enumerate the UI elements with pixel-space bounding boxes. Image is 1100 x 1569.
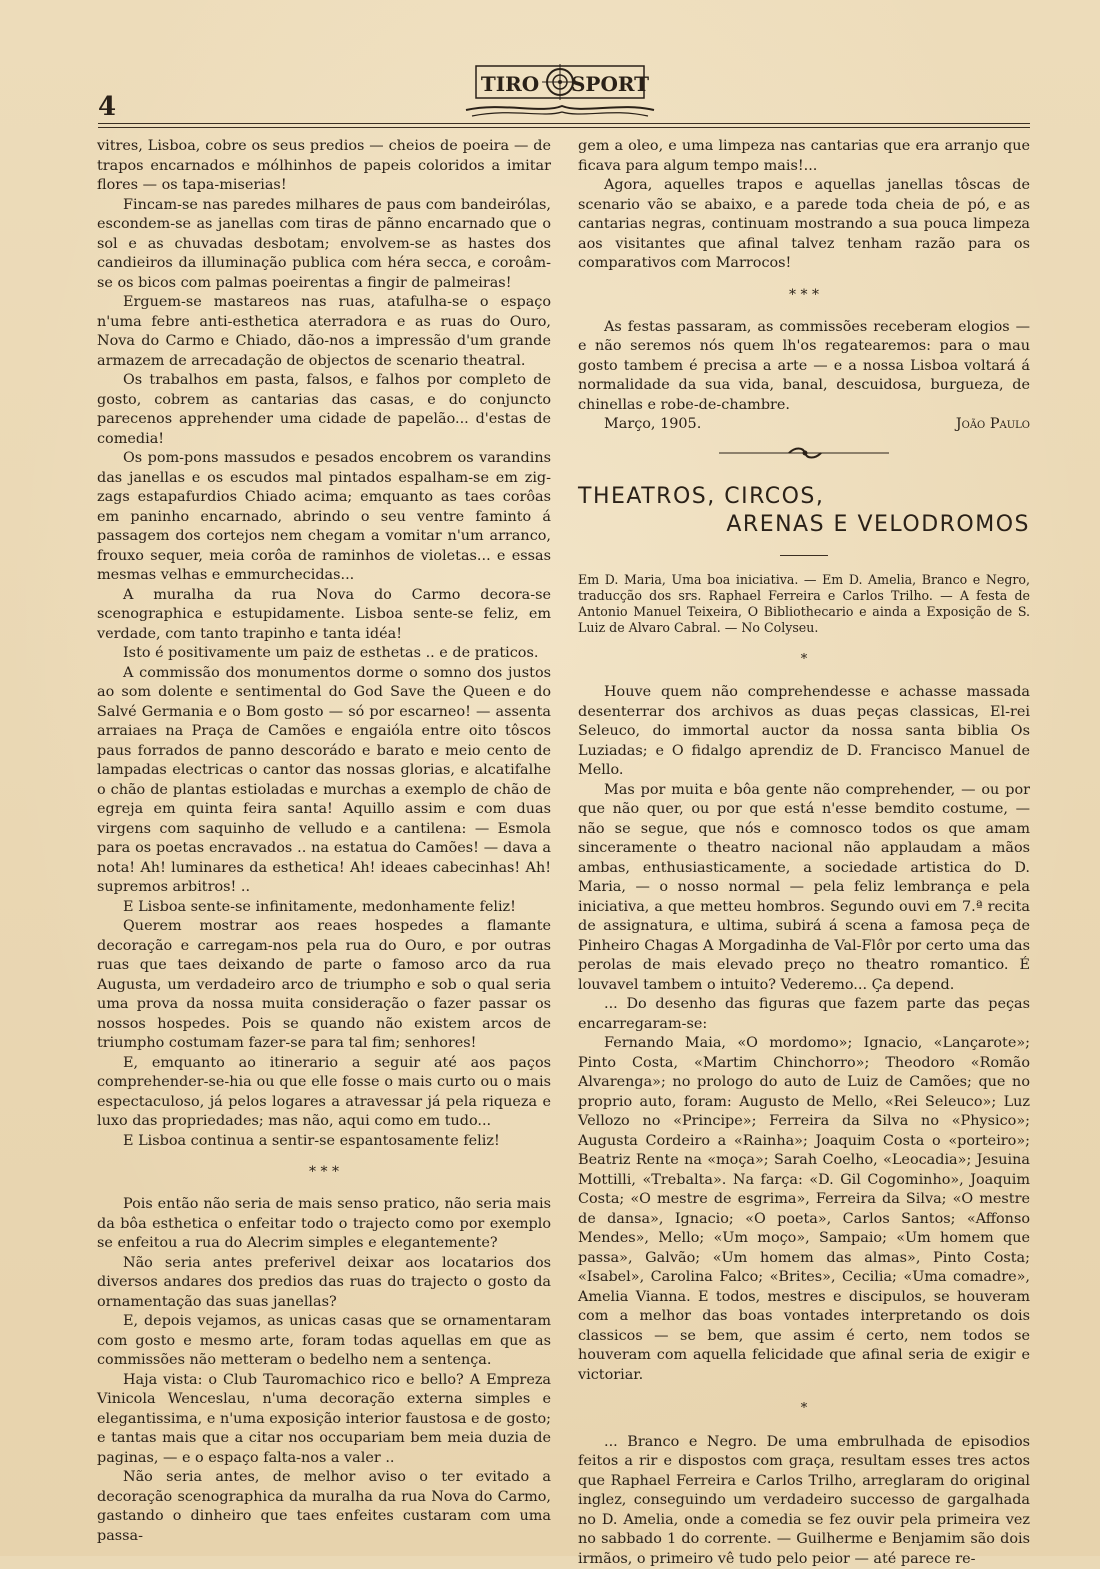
left-paragraph-17: Não seria antes, de melhor aviso o ter evitado a decoração scenographica da muralha da rua Nova do Carmo, gastando o dinheiro que taes enfeites custaram com uma passa- (97, 1468, 551, 1546)
header-rule-thin (98, 127, 1030, 128)
right-paragraph-8: ... Branco e Negro. De uma embrulhada de episodios feitos a rir e dispostos com graça, resultam esses tres actos que Raphael Ferreira e Carlos Trilho, arreglaram do original inglez, conseguindo um verdadeiro successo de gargalhada no D. Amelia, onde a comedia se fez ouvir pela primeira vez no sabbado 1 do corrente. — Guilherme e Benjamim são dois irmãos, o primeiro vê tudo pelo peior — até parece re- (578, 1433, 1030, 1569)
left-paragraph-10: Querem mostrar aos reaes hospedes a flamante decoração e carregam-nos pela rua do Ouro, e por outras ruas que taes deixando de parte o famoso arco da rua Augusta, um verdadeiro arco de triumpho e sob o qual seria uma prova da nossa muita consideração o fazer passar os nossos hospedes. Pois se quando não existem arcos de triumpho costumam fazer-se para tal fim; senhores! (97, 917, 551, 1054)
masthead-text-left: TIRO (481, 72, 539, 96)
right-paragraph-2: Agora, aquelles trapos e aquellas janellas tôscas de scenario vão se abaixo, e a parede toda cheia de pó, e as cantarias negras, continuam mostrando a sua pouca limpeza aos visitantes que afinal talvez tenham razão para os comparativos com Marrocos! (578, 176, 1030, 274)
left-paragraph-11: E, emquanto ao itinerario a seguir até aos paços comprehender-se-hia ou que elle fosse o mais curto ou o mais espectaculoso, já pelos logares a atravessar já pela riqueza e luxo das propriedades; mas não, aqui como em tudo... (97, 1054, 551, 1132)
right-paragraph-7: Fernando Maia, «O mordomo»; Ignacio, «Lançarote»; Pinto Costa, «Martim Chinchorro»; Theodoro «Romão Alvarenga»; no prologo do auto de Luiz de Camões; que no proprio auto, foram: Augusto de Mello, «Rei Seleuco»; Luz Vellozo no «Principe»; Ferreira da Silva no «Physico»; Augusta Cordeiro a «Rainha»; Joaquim Costa o «porteiro»; Beatriz Rente na «moça»; Sarah Coelho, «Leocadia»; Jesuina Mottilli, «Trebalta». Na farça: «D. Gil Cogominho», Joaquim Costa; «O mestre de esgrima», Ferreira da Silva; «O mestre de dansa», Ignacio; «O poeta», Carlos Santos; «Affonso Mendes», Mello; «Um moço», Sampaio; «Um homem que passa», Galvão; «Um homem das almas», Pinto Costa; «Isabel», Carolina Falco; «Brites», Cecilia; «Uma comadre», Amelia Vianna. E todos, mestres e discipulos, se houveram com a melhor das boas vontades interpretando os dois classicos — se bem, que assim é certo, nem todos se houveram com aquella felicidade que afinal seria de exigir e victoriar. (578, 1034, 1030, 1385)
article-date: Março, 1905. (604, 415, 701, 435)
left-paragraph-15: E, depois vejamos, as unicas casas que se ornamentaram com gosto e mesmo arte, foram todas aquellas em que as commissões não metteram o bedelho nem a sentença. (97, 1312, 551, 1371)
section-summary: Em D. Maria, Uma boa iniciativa. — Em D. Amelia, Branco e Negro, traducção dos srs. Raphael Ferreira e Carlos Trilho. — A festa de Antonio Manuel Teixeira, O Bibliothecario e ainda a Exposição de S. Luiz de Alvaro Cabral. — No Colyseu. (578, 572, 1030, 636)
right-paragraph-1: gem a oleo, e uma limpeza nas cantarias que era arranjo que ficava para algum tempo mais!... (578, 137, 1030, 176)
left-paragraph-14: Não seria antes preferivel deixar aos locatarios dos diversos andares dos predios das ruas do trajecto o gosto da ornamentação das suas janellas? (97, 1254, 551, 1313)
left-paragraph-9: E Lisboa sente-se infinitamente, medonhamente feliz! (97, 898, 551, 918)
masthead-text-right: SPORT (571, 72, 649, 96)
right-paragraph-4: Houve quem não comprehendesse e achasse massada desenterrar dos archivos as duas peças classicas, El-rei Seleuco, do immortal auctor da nossa santa biblia Os Luziadas; e O fidalgo aprendiz de D. Francisco Manuel de Mello. (578, 683, 1030, 781)
left-paragraph-7: Isto é positivamente um paiz de esthetas .. e de praticos. (97, 644, 551, 664)
right-paragraph-3: As festas passaram, as commissões receberam elogios — e não seremos nós quem lh'os regatearemos: para o mau gosto tambem é precisa a arte — e a nossa Lisboa voltará á normalidade da sua vida, banal, descuidosa, burgueza, de chinellas e robe-de-chambre. (578, 318, 1030, 416)
right-asterism: * * * (578, 288, 1030, 302)
left-paragraph-1: vitres, Lisboa, cobre os seus predios — cheios de poeira — de trapos encarnados e mólhinhos de papeis coloridos a imitar flores — os tapa-miserias! (97, 137, 551, 196)
left-paragraph-16: Haja vista: o Club Tauromachico rico e bello? A Empreza Vinicola Wenceslau, n'uma decoração externa simples e elegantissima, e n'uma exposição interior faustosa e de gosto; e tantas mais que a citar nos occupariam bem meia duzia de paginas, — e o espaço falta-nos a valer .. (97, 1371, 551, 1469)
article-author: João Paulo (956, 415, 1030, 435)
left-column (97, 137, 551, 1546)
section-title-line-2: ARENAS E VELODROMOS (578, 511, 1030, 539)
article-signoff (578, 415, 1030, 435)
right-column (578, 137, 1030, 1569)
section-title (578, 483, 1030, 539)
header-rule-thick (98, 123, 1030, 124)
left-asterism: * * * (97, 1165, 551, 1179)
left-paragraph-3: Erguem-se mastareos nas ruas, atafulha-se o espaço n'uma febre anti-esthetica aterradora e as ruas do Ouro, Nova do Carmo e Chiado, dão-nos a impressão d'um grande armazem de arrecadação de objectos de scenario theatral. (97, 293, 551, 371)
left-paragraph-8: A commissão dos monumentos dorme o somno dos justos ao som dolente e sentimental do God Save the Queen e do Salvé Germania e o Bom gosto — só por escarneo! — assenta arraiaes na Praça de Camões e engaióla entre oito tôscos paus forrados de panno descorádo e barato e meio cento de lampadas electricas o cantor das nossas glorias, e alcatifalhe o chão de plantas estioladas e murchas a exemplo de chão de egreja em quinta feira santa! Aquillo assim e com duas virgens com saquinho de velludo e a cantilena: — Esmola para os poetas encravados .. na estatua do Camões! — dava a nota! Ah! luminares da esthetica! Ah! ideaes cabecinhas! Ah! supremos arbitros! .. (97, 664, 551, 898)
left-paragraph-5: Os pom-pons massudos e pesados encobrem os varandins das janellas e os escudos mal pintados espalham-se em zig-zags estapafurdios Chiado acima; emquanto as taes corôas em paninho encarnado, abrindo o seu ventre faminto á passagem dos cortejos nem chegam a vomitar n'um arranco, frouxo sequer, meia corôa de raminhos de violetas... e essas mesmas velhas e emmurchecidas... (97, 449, 551, 586)
section-title-line-1: THEATROS, CIRCOS, (578, 483, 1030, 511)
left-paragraph-12: E Lisboa continua a sentir-se espantosamente feliz! (97, 1132, 551, 1152)
right-paragraph-5: Mas por muita e bôa gente não comprehender, — ou por que não quer, ou por que está n'esse bemdito costume, — não se segue, que nós e comnosco todos os que amam sinceramente o theatro nacional não applaudam a mãos ambas, enthusiasticamente, a sociedade artistica do D. Maria, — o nosso normal — pela feliz lembrança e pela iniciativa, a que metteu hombros. Segundo ouvi em 7.ª recita de assignatura, e ultima, subirá á scena a famosa peça de Pinheiro Chagas A Morgadinha de Val-Flôr por certo uma das perolas de mais elevado preço no theatro romantico. É louvavel tambem o intuito? Vederemo... Ça depend. (578, 781, 1030, 996)
separator-asterisk-1: * (578, 650, 1030, 670)
right-paragraph-6: ... Do desenho das figuras que fazem parte das peças encarregaram-se: (578, 995, 1030, 1034)
section-title-rule (780, 555, 828, 556)
separator-asterisk-2: * (578, 1399, 1030, 1419)
left-paragraph-13: Pois então não seria de mais senso pratico, não seria mais da bôa esthetica o enfeitar todo o trajecto como por exemplo se enfeitou a rua do Alecrim simples e elegantemente? (97, 1195, 551, 1254)
masthead-logo (462, 56, 658, 120)
page-number: 4 (98, 92, 116, 122)
left-paragraph-4: Os trabalhos em pasta, falsos, e falhos por completo de gosto, cobrem as cantarias das casas, e do conjuncto parecenos apprehender uma cidade de papelão... d'estas de comedia! (97, 371, 551, 449)
section-divider-ornament (719, 447, 889, 459)
left-paragraph-2: Fincam-se nas paredes milhares de paus com bandeirólas, escondem-se as janellas com tiras de pãnno encarnado que o sol e as chuvadas desbotam; envolvem-se as hastes dos candieiros da illuminação publica com héra secca, e coroâm-se os bicos com palmas poeirentas a fingir de palmeiras! (97, 196, 551, 294)
left-paragraph-6: A muralha da rua Nova do Carmo decora-se scenographica e estupidamente. Lisboa sente-se feliz, em verdade, com tanto trapinho e tanta idéa! (97, 586, 551, 645)
